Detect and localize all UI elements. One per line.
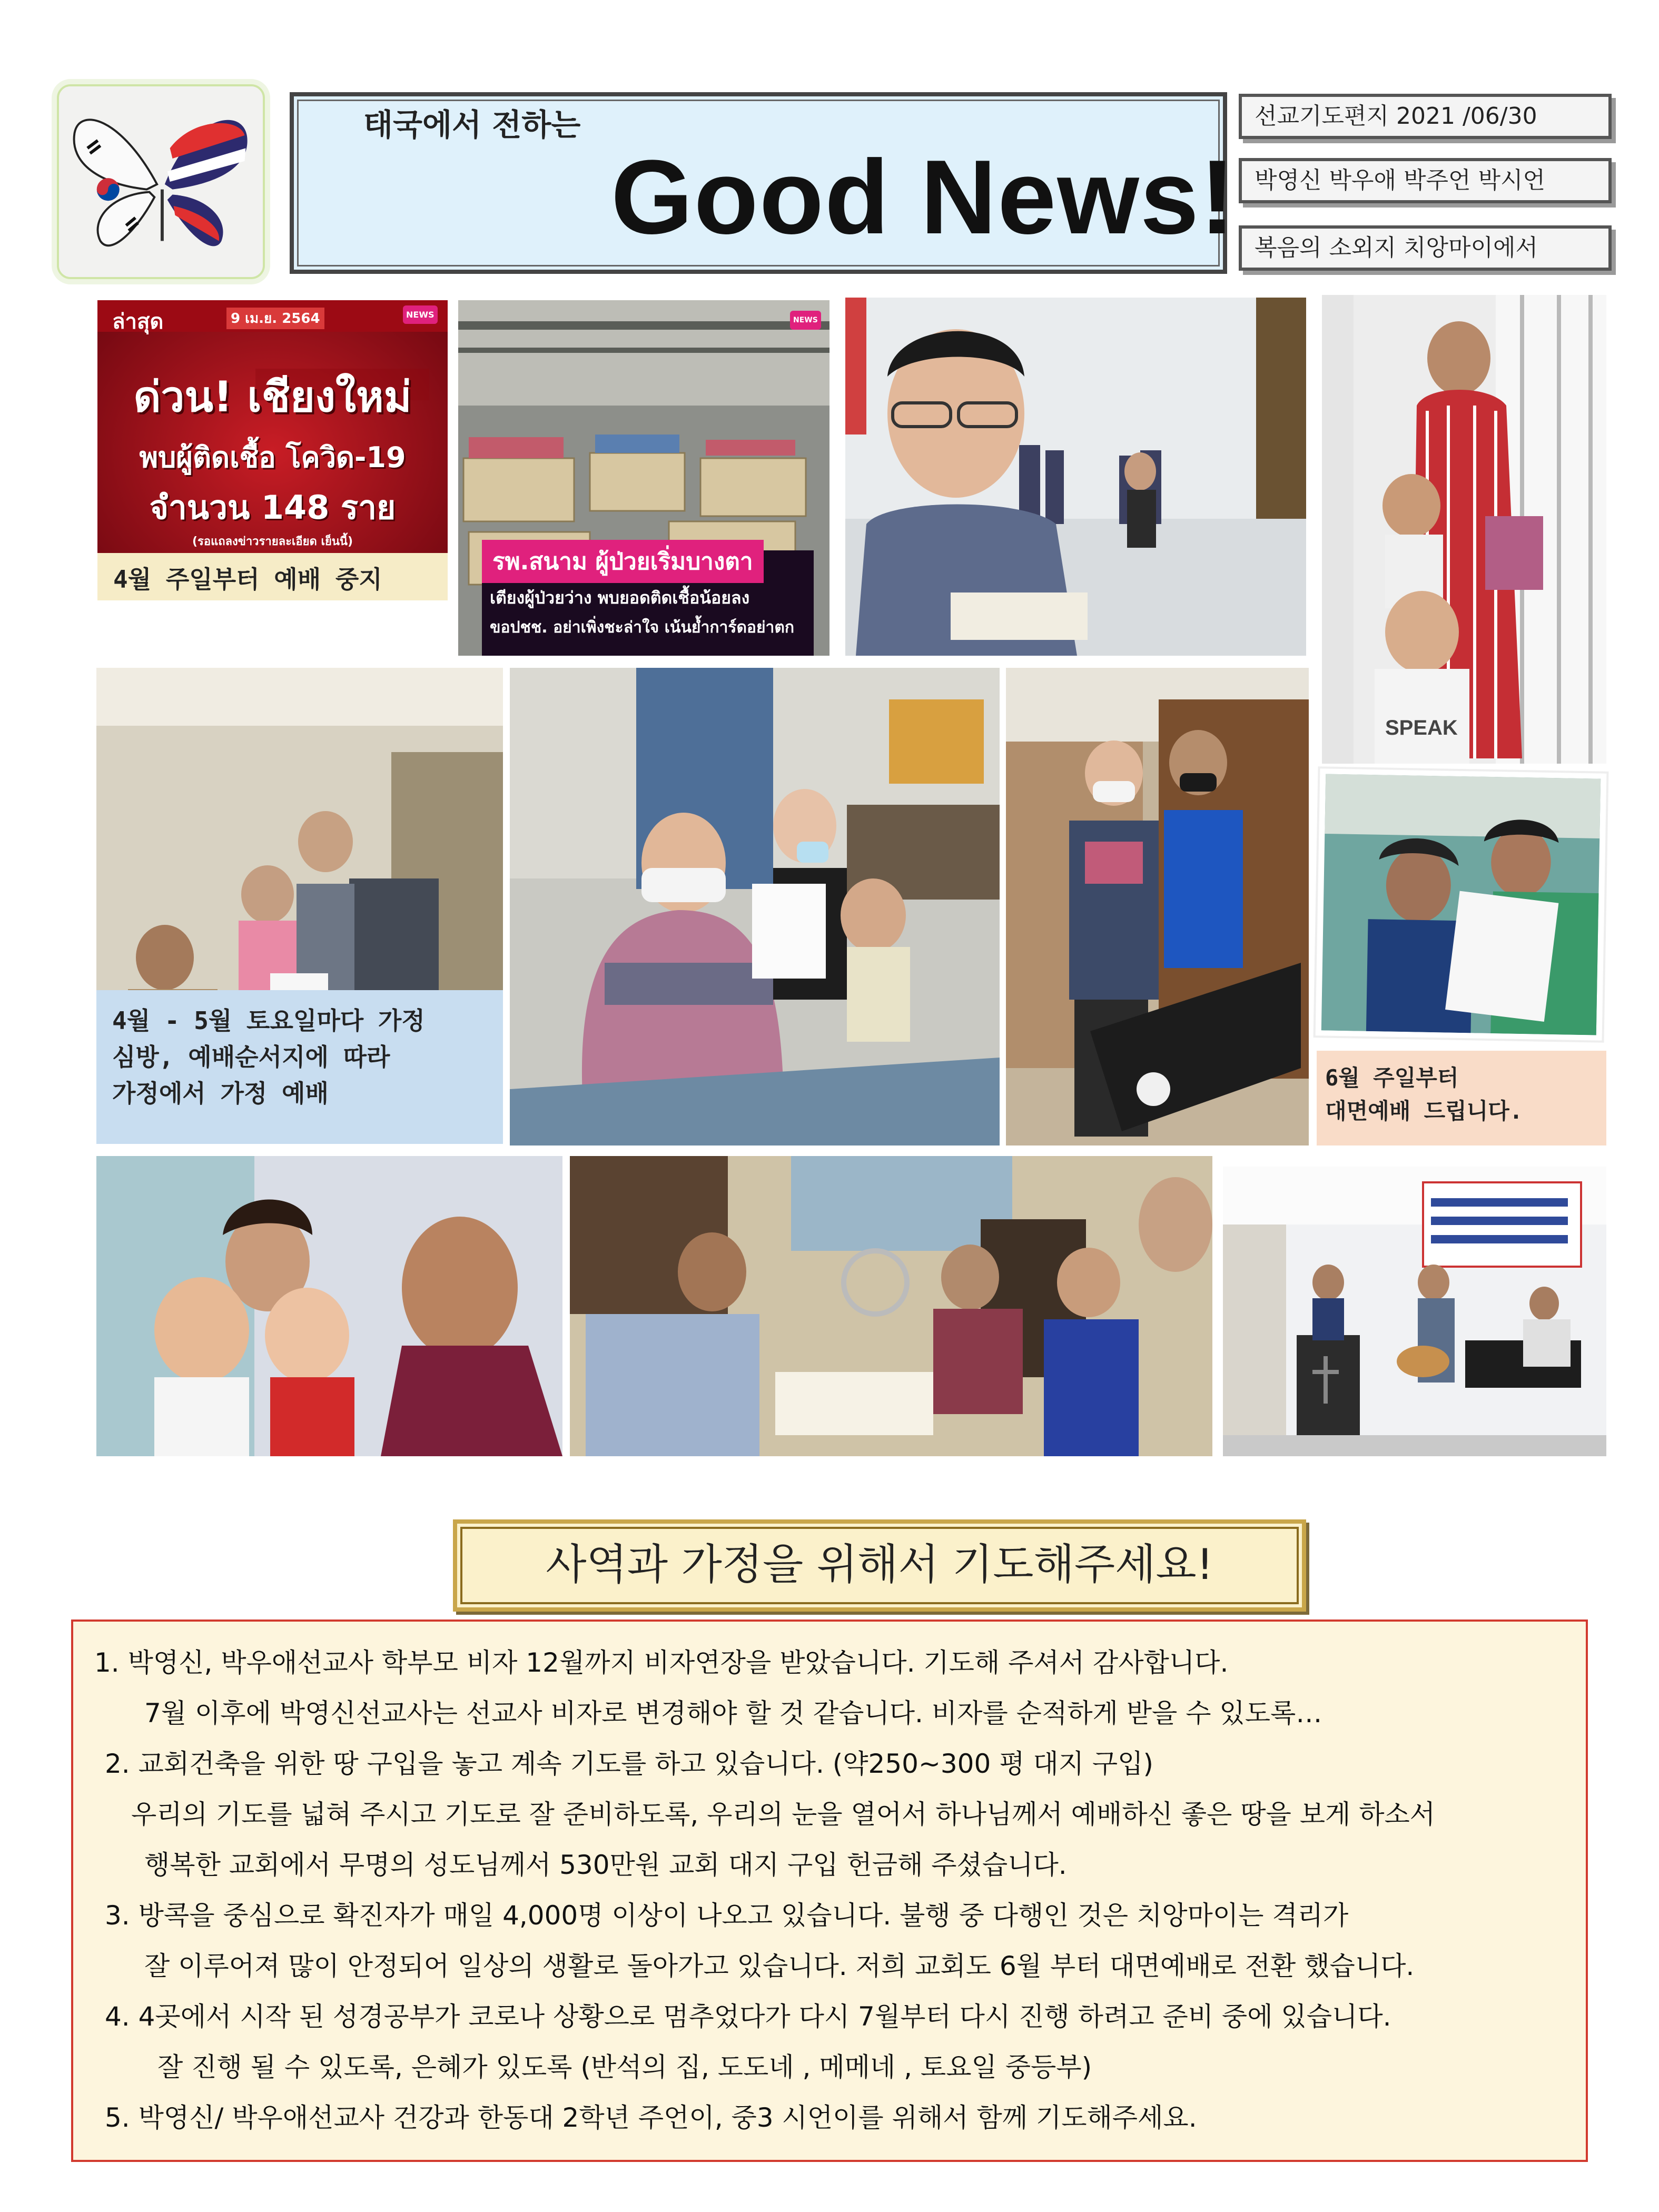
news2-line-2: ขอปชช. อย่าเพิ่งชะล่าใจ เน้นย้ำการ์ดอย่าตก — [490, 618, 795, 637]
june-caption-line-2: 대면예배 드립니다. — [1325, 1098, 1523, 1124]
worship-suspended-caption: 4월 주일부터 예배 중지 — [97, 553, 448, 600]
prayer-item-3-continued: 잘 이루어져 많이 안정되어 일상의 생활로 돌아가고 있습니다. 저희 교회도 6월 부터 대면예배로 전환 했습니다. — [144, 1951, 1415, 1981]
prayer-item-5: 5. 박영신/ 박우애선교사 건강과 한동대 2학년 주언이, 중3 시언이를 위해서 함께 기도해주세요. — [105, 2102, 1197, 2133]
bible-study-photo — [570, 1156, 1212, 1456]
prayer-item-2: 2. 교회건축을 위한 땅 구입을 놓고 계속 기도를 하고 있습니다. (약250~300 평 대지 구입) — [105, 1749, 1153, 1779]
news2-headline: รพ.สนาม ผู้ป่วยเริ่มบางตา — [482, 540, 764, 583]
church-selfie-photo — [845, 298, 1306, 656]
news-headline-2: พบผู้ติดเชื้อ โควิด-19 — [139, 441, 406, 474]
church-service-photo — [1223, 1167, 1606, 1456]
prayer-item-4: 4. 4곳에서 시작 된 성경공부가 코로나 상황으로 멈추었다가 다시 7월부터 다시 진행 하려고 준비 중에 있습니다. — [105, 2001, 1391, 2032]
news-tag: ล่าสุด — [112, 310, 164, 334]
prayer-item-1-continued: 7월 이후에 박영신선교사는 선교사 비자로 변경해야 할 것 같습니다. 비자를 순적하게 받을 수 있도록… — [144, 1698, 1322, 1729]
june-caption-line-1: 6월 주일부터 — [1325, 1065, 1459, 1091]
prayer-item-2-continued-2: 행복한 교회에서 무명의 성도님께서 530만원 교회 대지 구입 헌금해 주셨습니다. — [144, 1850, 1067, 1880]
covid-news-image-1 — [97, 300, 448, 600]
prayer-item-2-continued-1: 우리의 기도를 넓혀 주시고 기도로 잘 준비하도록, 우리의 눈을 열어서 하나님께서 예배하신 좋은 땅을 보게 하소서 — [131, 1799, 1436, 1830]
prayer-request-heading: 사역과 가정을 위해서 기도해주세요! — [453, 1519, 1306, 1612]
home-visit-caption-line-1: 4월 - 5월 토요일마다 가정 — [112, 1006, 425, 1035]
prayer-list — [71, 1619, 1588, 2162]
home-visit-caption-line-3: 가정에서 가정 예배 — [112, 1079, 329, 1108]
news2-line-1: เตียงผู้ป่วยว่าง พบยอดติดเชื้อน้อยลง — [490, 588, 750, 608]
home-visit-caption-line-2: 심방, 예배순서지에 따라 — [112, 1043, 390, 1071]
home-visit-photo-2 — [510, 668, 1000, 1146]
news-headline-1: ด่วน! เชียงใหม่ — [133, 372, 412, 421]
guitar-student-photo — [1006, 668, 1309, 1146]
prayer-item-4-continued: 잘 진행 될 수 있도록, 은혜가 있도록 (반석의 집, 도도네 , 메메네 , 토요일 중등부) — [157, 2052, 1092, 2082]
prayer-item-1: 1. 박영신, 박우애선교사 학부모 비자 12월까지 비자연장을 받았습니다. 기도해 주셔서 감사합니다. — [94, 1647, 1229, 1678]
location-box: 복음의 소외지 치앙마이에서 — [1239, 225, 1612, 271]
family-names-box: 박영신 박우애 박주언 박시언 — [1239, 158, 1612, 203]
news-logo: NEWS — [403, 305, 438, 324]
newsletter-title: Good News! — [611, 139, 1236, 256]
prayer-item-3: 3. 방콕을 중심으로 확진자가 매일 4,000명 이상이 나오고 있습니다. 불행 중 다행인 것은 치앙마이는 격리가 — [105, 1900, 1349, 1931]
newsletter-subtitle: 태국에서 전하는 — [363, 107, 581, 143]
news-headline-3: จำนวน 148 ราย — [149, 488, 396, 527]
butterfly-logo — [57, 84, 265, 279]
news-date: 9 เม.ย. 2564 — [226, 308, 324, 329]
family-selfie-photo — [96, 1156, 562, 1456]
tshirt-text: SPEAK — [1385, 716, 1458, 739]
news-small-text: (รอแถลงข่าวรายละเอียด เย็นนี้) — [192, 535, 353, 548]
field-hospital-news-image — [458, 300, 829, 656]
news-logo-2: NEWS — [790, 311, 821, 330]
home-visit-caption — [96, 990, 503, 1144]
june-caption — [1317, 1051, 1606, 1146]
mother-children-door-photo — [1322, 295, 1606, 764]
june-worship-photo — [1314, 766, 1609, 1043]
letter-date-box: 선교기도편지 2021 /06/30 — [1239, 94, 1612, 139]
